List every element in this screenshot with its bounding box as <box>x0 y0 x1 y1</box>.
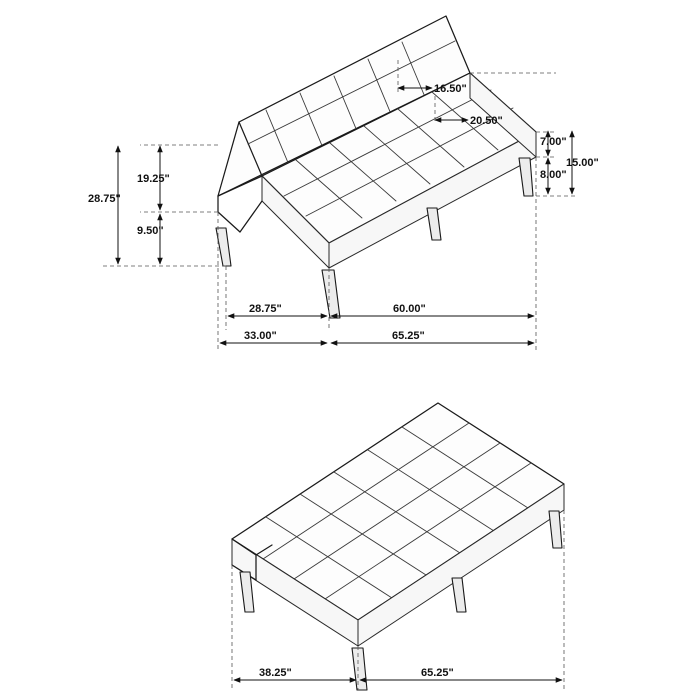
dim-overall-depth: 33.00" <box>244 330 277 342</box>
flat-bed-illustration <box>232 403 564 690</box>
dim-backrest-thickness: 16.50" <box>434 83 467 95</box>
dim-overall-height-right: 15.00" <box>566 157 599 169</box>
dim-bed-width: 65.25" <box>421 667 454 679</box>
dim-arm-height: 7.00" <box>540 136 567 148</box>
dim-back-height: 19.25" <box>137 173 170 185</box>
dim-overall-width: 65.25" <box>392 330 425 342</box>
dim-seat-width: 60.00" <box>393 303 426 315</box>
dim-seat-depth-lower: 28.75" <box>249 303 282 315</box>
dim-seat-height-left: 9.50" <box>137 225 164 237</box>
dim-bed-depth: 38.25" <box>259 667 292 679</box>
dim-seat-height-right: 8.00" <box>540 169 567 181</box>
dim-overall-height-left: 28.75" <box>88 193 121 205</box>
upright-sofa-illustration <box>216 16 536 318</box>
dim-seat-depth-upper: 20.50" <box>470 115 503 127</box>
